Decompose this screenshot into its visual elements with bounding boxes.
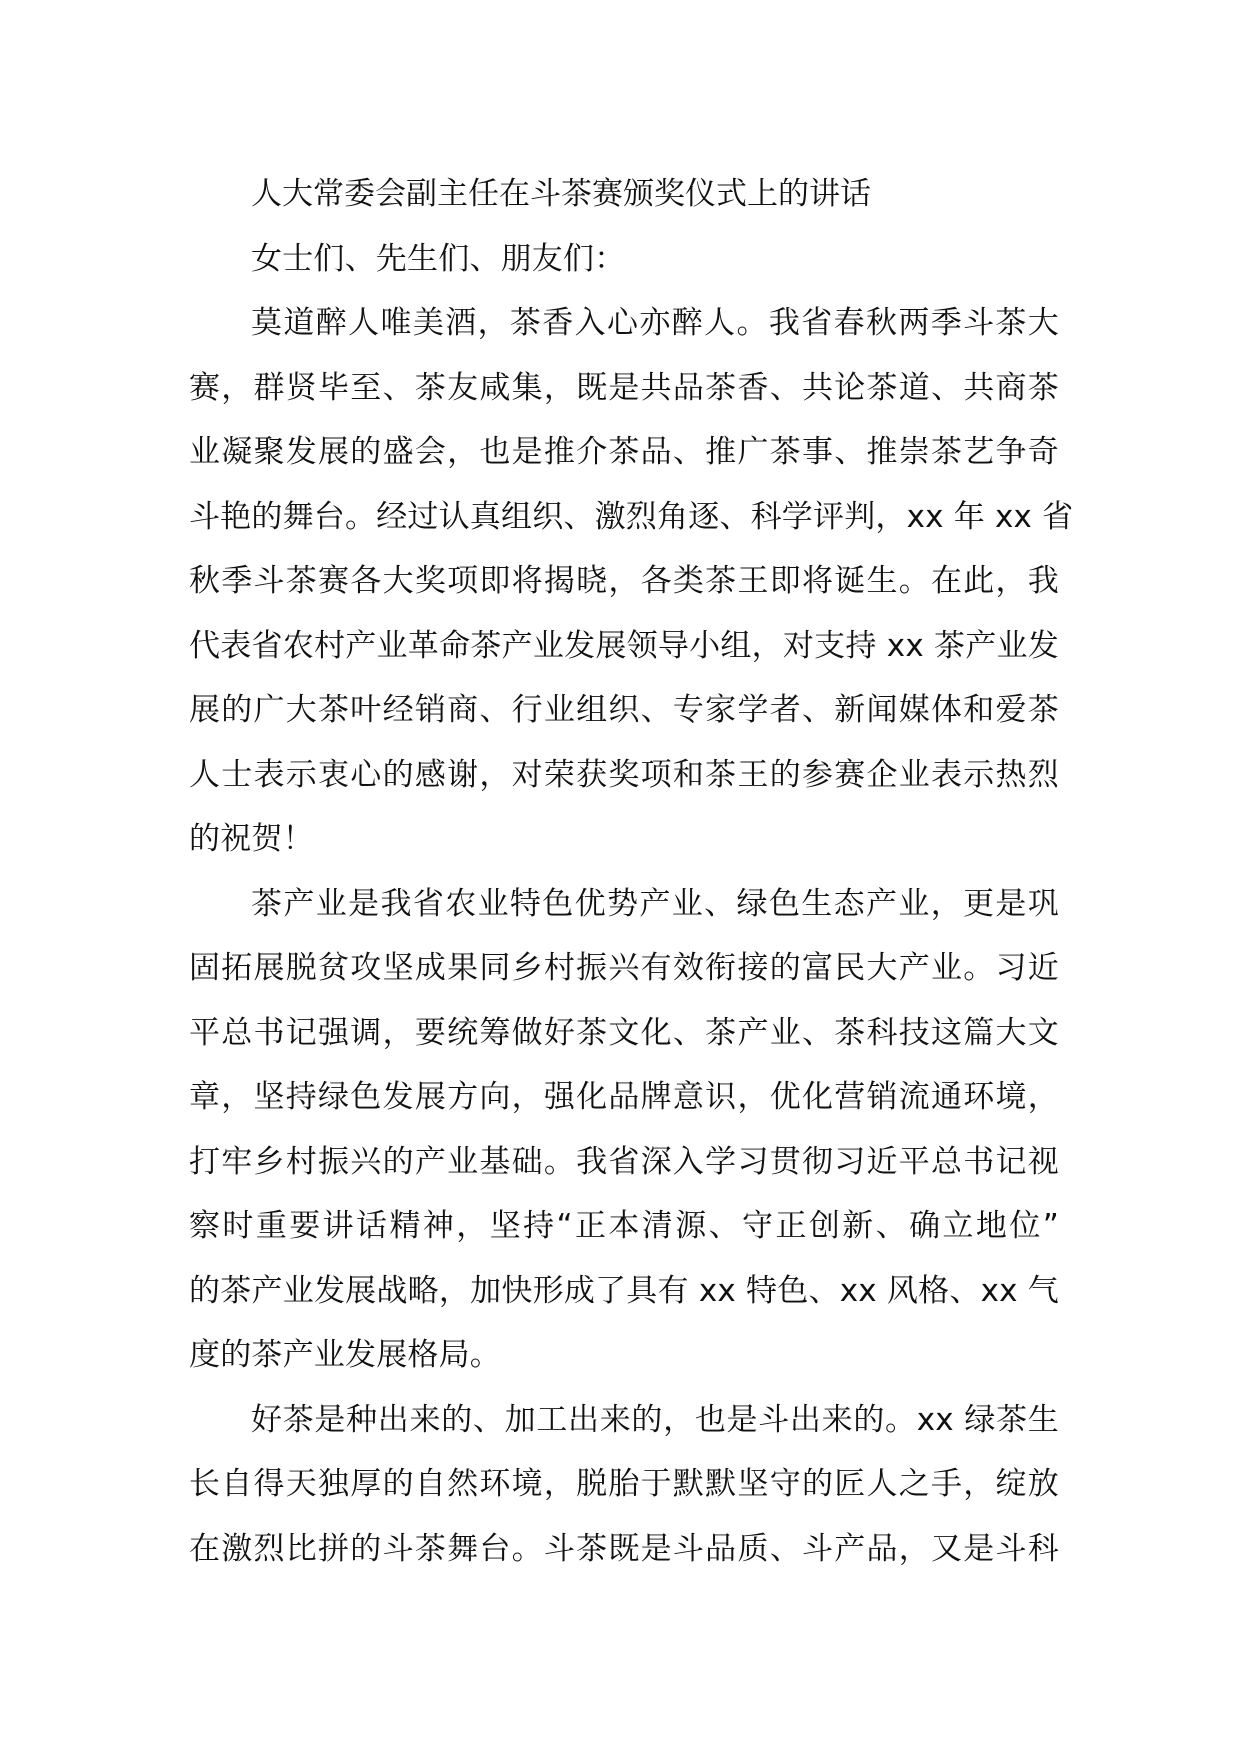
paragraph-2-line-2: 固拓展脱贫攻坚成果同乡村振兴有效衔接的富民大产业。习近 [189, 950, 1059, 986]
paragraph-2-line-3: 平总书记强调，要统筹做好茶文化、茶产业、茶科技这篇大文 [189, 1014, 1059, 1051]
paragraph-1-line-4: 斗艳的舞台。经过认真组织、激烈角逐、科学评判，xx 年 xx 省 [189, 498, 1074, 535]
salutation: 女士们、先生们、朋友们： [251, 240, 626, 277]
paragraph-1-line-3: 业凝聚发展的盛会，也是推介茶品、推广茶事、推崇茶艺争奇 [189, 434, 1059, 470]
paragraph-2-line-5: 打牢乡村振兴的产业基础。我省深入学习贯彻习近平总书记视 [189, 1143, 1059, 1180]
paragraph-2-line-4: 章，坚持绿色发展方向，强化品牌意识，优化营销流通环境， [189, 1079, 1059, 1115]
paragraph-1-line-7: 展的广大茶叶经销商、行业组织、专家学者、新闻媒体和爱茶 [189, 692, 1059, 728]
speech-text [189, 162, 1074, 1581]
paragraph-2-line-7: 的茶产业发展战略，加快形成了具有 xx 特色、xx 风格、xx 气 [189, 1272, 1059, 1309]
paragraph-1-line-9: 的祝贺！ [189, 821, 314, 857]
paragraph-1-line-5: 秋季斗茶赛各大奖项即将揭晓，各类茶王即将诞生。在此，我 [189, 563, 1059, 599]
paragraph-1-line-1: 莫道醉人唯美酒，茶香入心亦醉人。我省春秋两季斗茶大 [251, 305, 1059, 341]
paragraph-2-line-1: 茶产业是我省农业特色优势产业、绿色生态产业，更是巩 [251, 885, 1059, 922]
paragraph-1-line-2: 赛，群贤毕至、茶友咸集，既是共品茶香、共论茶道、共商茶 [189, 369, 1059, 406]
paragraph-3-line-1: 好茶是种出来的、加工出来的，也是斗出来的。xx 绿茶生 [251, 1401, 1059, 1438]
paragraph-3-line-3: 在激烈比拼的斗茶舞台。斗茶既是斗品质、斗产品，又是斗科 [189, 1530, 1059, 1567]
paragraph-2-line-6: 察时重要讲话精神，坚持“正本清源、守正创新、确立地位” [189, 1208, 1059, 1244]
document-title: 人大常委会副主任在斗茶赛颁奖仪式上的讲话 [251, 176, 871, 212]
paragraph-3-line-2: 长自得天独厚的自然环境，脱胎于默默坚守的匠人之手，绽放 [189, 1466, 1059, 1502]
paragraph-1-line-8: 人士表示衷心的感谢，对荣获奖项和茶王的参赛企业表示热烈 [189, 756, 1059, 793]
paragraph-1-line-6: 代表省农村产业革命茶产业发展领导小组，对支持 xx 茶产业发 [189, 627, 1059, 664]
paragraph-2-line-8: 度的茶产业发展格局。 [189, 1337, 501, 1373]
